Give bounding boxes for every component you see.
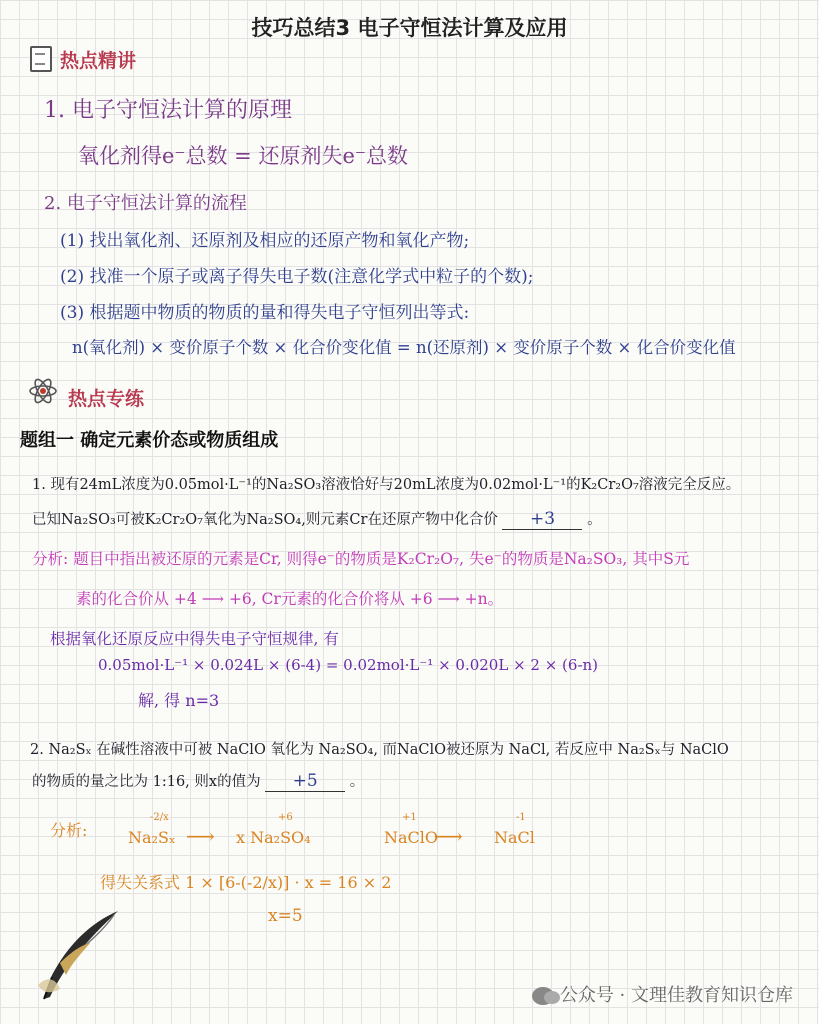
analysis-1-line-4: 0.05mol·L⁻¹ × 0.024L × (6-4) = 0.02mol·L⁻¹ × 0.020L × 2 × (6-n) xyxy=(98,656,599,674)
analysis-1-line-2: 素的化合价从 +4 ⟶ +6, Cr元素的化合价将从 +6 ⟶ +n。 xyxy=(76,590,504,608)
section-heading-hot-topic-lecture: 热点精讲 xyxy=(60,50,137,72)
question-1-answer: +3 xyxy=(502,509,582,530)
item1-formula: 氧化剂得e⁻总数 = 还原剂失e⁻总数 xyxy=(78,144,408,168)
watermark: 公众号 · 文理佳教育知识仓库 xyxy=(532,981,793,1007)
question-2-line-1: 2. Na₂Sₓ 在碱性溶液中可被 NaClO 氧化为 Na₂SO₄, 而NaClO被还原为 NaCl, 若反应中 Na₂Sₓ与 NaClO xyxy=(30,742,729,758)
question-2-answer: +5 xyxy=(265,771,345,792)
oxidation-state-cl: +1 xyxy=(402,812,417,823)
species-nacl: NaCl xyxy=(494,828,535,847)
page-title: 技巧总结3 电子守恒法计算及应用 xyxy=(251,16,568,40)
reaction-arrow-2: ⟶ xyxy=(434,824,463,848)
feather-quill-decoration xyxy=(30,905,125,1005)
step-3: (3) 根据题中物质的物质的量和得失电子守恒列出等式: xyxy=(60,303,470,323)
oxidation-state-s: -2/x xyxy=(150,812,169,823)
wechat-icon xyxy=(532,987,554,1005)
atom-icon xyxy=(28,376,58,406)
analysis-2-result: x=5 xyxy=(268,906,303,926)
species-naclo: NaClO xyxy=(384,828,439,847)
step-1: (1) 找出氧化剂、还原剂及相应的还原产物和氧化产物; xyxy=(60,231,470,251)
species-na2sx: Na₂Sₓ xyxy=(128,828,176,847)
question-1-line-1: 1. 现有24mL浓度为0.05mol·L⁻¹的Na₂SO₃溶液恰好与20mL浓度为0.02mol·L⁻¹的K₂Cr₂O₇溶液完全反应。 xyxy=(32,477,741,493)
reaction-arrow-1: ⟶ xyxy=(186,824,215,848)
oxidation-state-s-product: +6 xyxy=(278,812,293,823)
section-heading-hot-topic-practice: 热点专练 xyxy=(68,388,145,410)
species-na2so4: x Na₂SO₄ xyxy=(236,828,311,847)
analysis-2-label: 分析: xyxy=(50,821,88,840)
analysis-1-line-1: 分析: 题目中指出被还原的元素是Cr, 则得e⁻的物质是K₂Cr₂O₇, 失e⁻的物质是Na₂SO₃, 其中S元 xyxy=(32,550,690,568)
item1-title: 1. 电子守恒法计算的原理 xyxy=(44,98,292,123)
question-1-line-2: 已知Na₂SO₃可被K₂Cr₂O₇氧化为Na₂SO₄,则元素Cr在还原产物中化合价 +3 。 xyxy=(32,509,602,529)
document-note-icon xyxy=(30,46,52,72)
item2-title: 2. 电子守恒法计算的流程 xyxy=(44,193,247,214)
question-2-line-2: 的物质的量之比为 1:16, 则x的值为 +5 。 xyxy=(32,771,365,791)
analysis-1-line-3: 根据氧化还原反应中得失电子守恒规律, 有 xyxy=(50,630,339,648)
oxidation-state-cl-product: -1 xyxy=(516,812,526,823)
step-2: (2) 找准一个原子或离子得失电子数(注意化学式中粒子的个数); xyxy=(60,267,534,287)
group-title: 题组一 确定元素价态或物质组成 xyxy=(20,430,279,451)
analysis-1-line-5: 解, 得 n=3 xyxy=(138,691,220,710)
equation: n(氧化剂) × 变价原子个数 × 化合价变化值 = n(还原剂) × 变价原子个数 × 化合价变化值 xyxy=(72,338,736,357)
analysis-2-relation: 得失关系式 1 × [6-(-2/x)] · x = 16 × 2 xyxy=(100,873,392,892)
